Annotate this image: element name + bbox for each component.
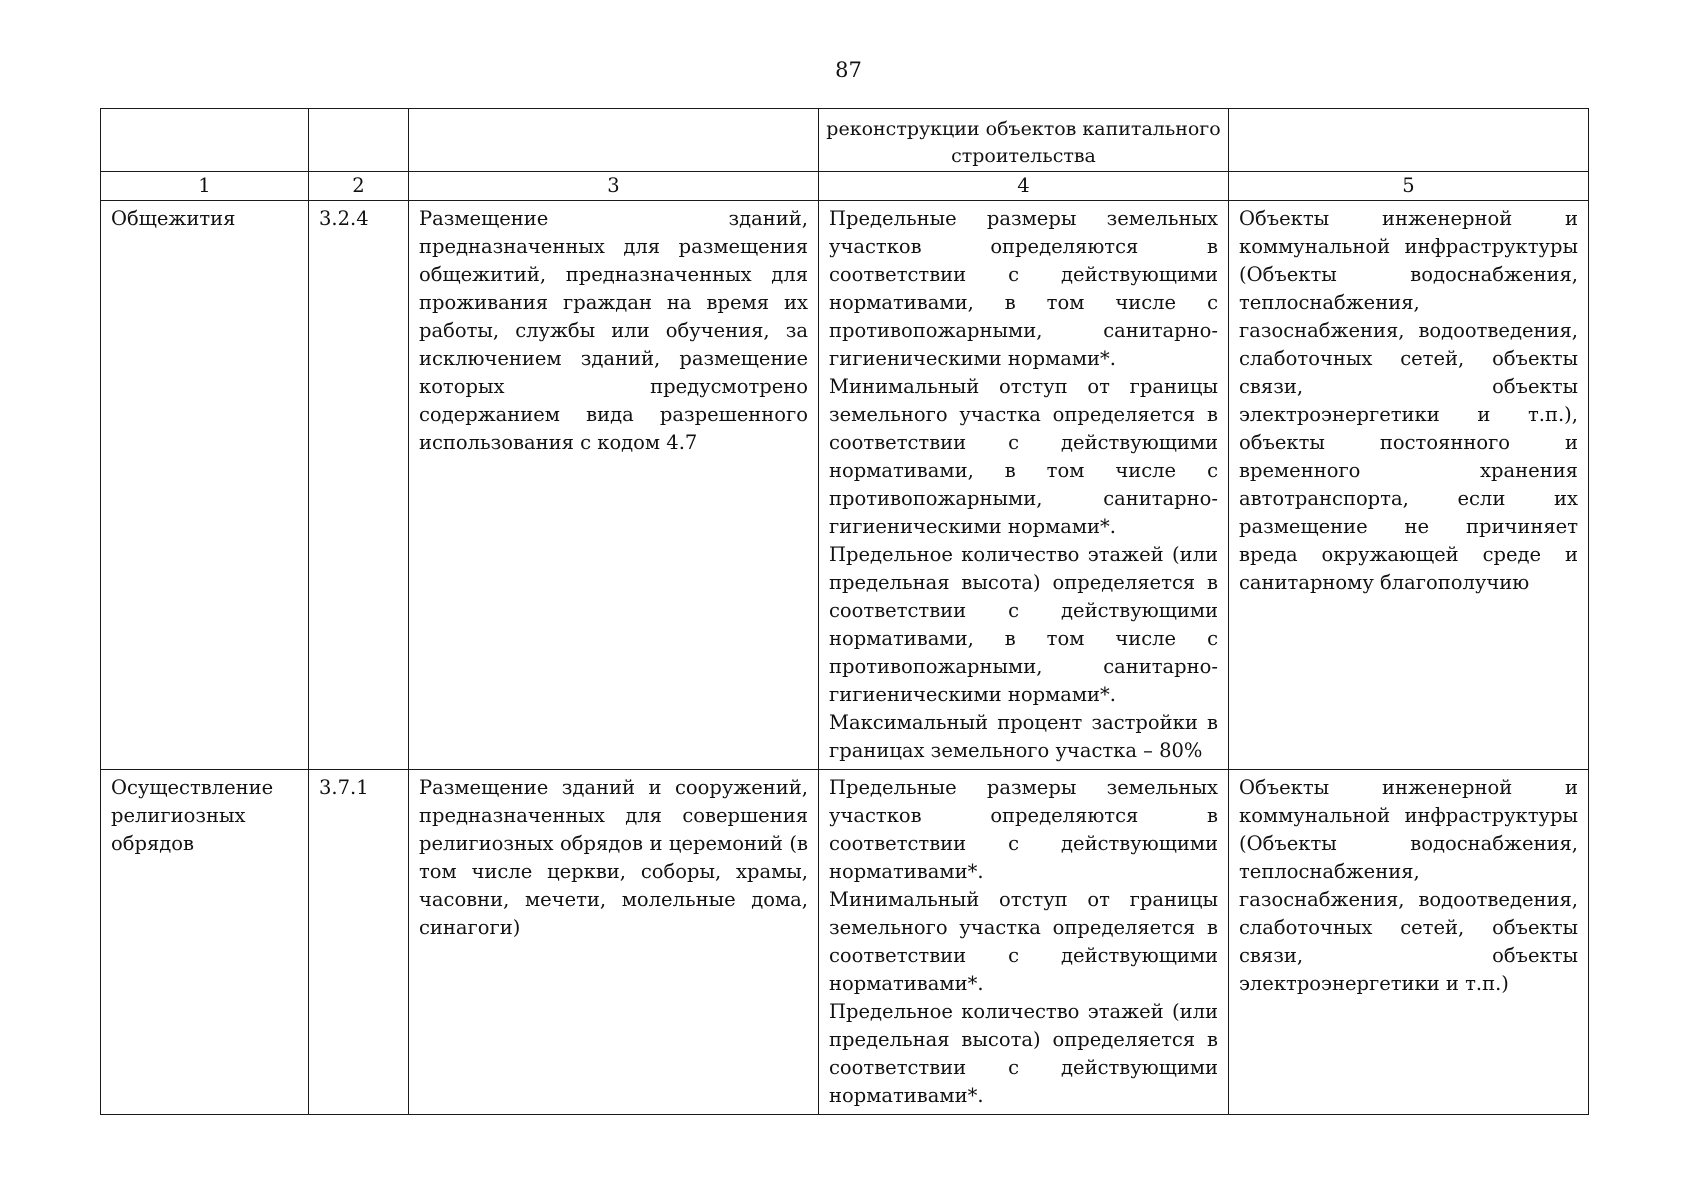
page-number: 87 bbox=[835, 58, 862, 82]
use-description: Размещение зданий, предназначенных для размещения общежитий, предназначенных для проживания граждан на время их работы, службы или обучения, за исключением зданий, размещение которых предусмотрено содержанием вида разрешенного использования с кодом 4.7 bbox=[419, 207, 808, 454]
column-number: 2 bbox=[309, 172, 409, 201]
column-number: 3 bbox=[409, 172, 819, 201]
column-number: 1 bbox=[101, 172, 309, 201]
auxiliary-uses: Объекты инженерной и коммунальной инфраструктуры (Объекты водоснабжения, теплоснабжения, газоснабжения, водоотведения, слаботочных сетей, объекты связи, объекты электроэнергетики и т.п.), объекты постоянного и временного хранения автотранспорта, если их размещение не причиняет вреда окружающей среде и санитарному благополучию bbox=[1239, 207, 1578, 594]
parameter-paragraph: Минимальный отступ от границы земельного участка определяется в соответствии с действующими нормативами*. bbox=[829, 888, 1218, 995]
land-use-table bbox=[100, 108, 1589, 1115]
table-row bbox=[101, 201, 1589, 770]
column-number: 4 bbox=[819, 172, 1229, 201]
header-cell-3 bbox=[409, 109, 819, 172]
auxiliary-uses: Объекты инженерной и коммунальной инфраструктуры (Объекты водоснабжения, теплоснабжения, газоснабжения, водоотведения, слаботочных сетей, объекты связи, объекты электроэнергетики и т.п.) bbox=[1239, 776, 1578, 995]
table-row bbox=[101, 770, 1589, 1115]
header-continuation-row bbox=[101, 109, 1589, 172]
parameter-paragraph: Предельное количество этажей (или предельная высота) определяется в соответствии с действующими нормативами, в том числе с противопожарными, санитарно-гигиеническими нормами*. bbox=[829, 543, 1218, 706]
use-name: Общежития bbox=[111, 207, 236, 230]
parameter-paragraph: Минимальный отступ от границы земельного участка определяется в соответствии с действующими нормативами, в том числе с противопожарными, санитарно-гигиеническими нормами*. bbox=[829, 375, 1218, 538]
parameter-paragraph: Максимальный процент застройки в границах земельного участка – 80% bbox=[829, 711, 1218, 762]
use-code: 3.2.4 bbox=[319, 207, 369, 230]
column-number-row bbox=[101, 172, 1589, 201]
column-number: 5 bbox=[1229, 172, 1589, 201]
parameter-paragraph: Предельные размеры земельных участков определяются в соответствии с действующими нормативами*. bbox=[829, 776, 1218, 883]
parameter-paragraph: Предельные размеры земельных участков определяются в соответствии с действующими нормативами, в том числе с противопожарными, санитарно-гигиеническими нормами*. bbox=[829, 207, 1218, 370]
use-description: Размещение зданий и сооружений, предназначенных для совершения религиозных обрядов и церемоний (в том числе церкви, соборы, храмы, часовни, мечети, молельные дома, синагоги) bbox=[419, 776, 808, 939]
header-cell-1 bbox=[101, 109, 309, 172]
header-cell-5 bbox=[1229, 109, 1589, 172]
use-name: Осуществление религиозных обрядов bbox=[111, 776, 274, 855]
header-cell-2 bbox=[309, 109, 409, 172]
parameter-paragraph: Предельное количество этажей (или предельная высота) определяется в соответствии с действующими нормативами*. bbox=[829, 1000, 1218, 1107]
header-col4-text: реконструкции объектов капитального строительства bbox=[826, 118, 1221, 167]
use-code: 3.7.1 bbox=[319, 776, 369, 799]
header-cell-4 bbox=[819, 109, 1229, 172]
